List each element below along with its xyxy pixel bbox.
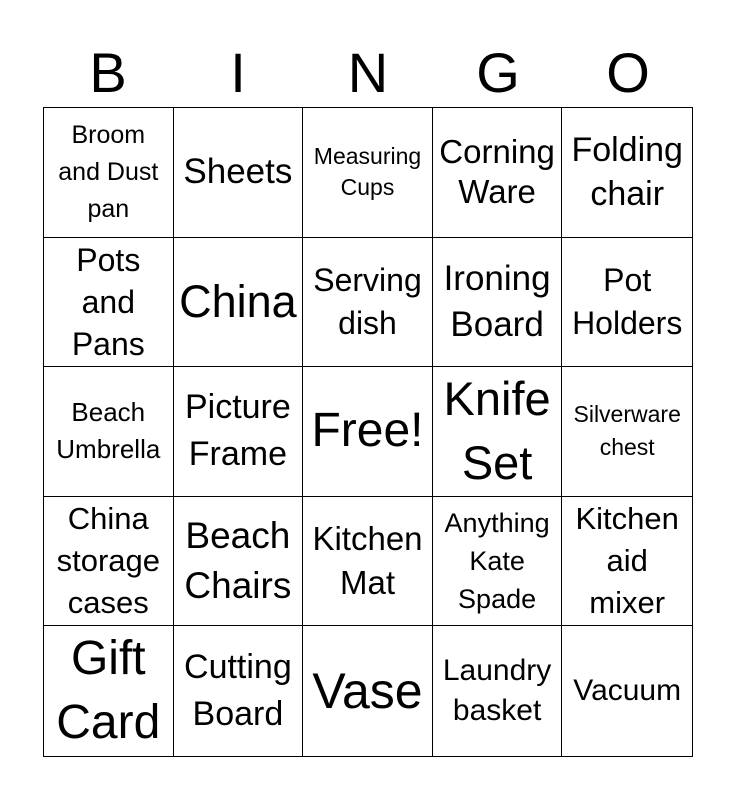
bingo-cell[interactable]: [44, 367, 174, 497]
bingo-cell[interactable]: [433, 367, 563, 497]
header-letter-i: I: [230, 41, 246, 104]
bingo-cell[interactable]: [562, 108, 692, 238]
cell-label: Kitchen aid mixer: [575, 501, 679, 621]
header-letter-o: O: [606, 41, 650, 104]
bingo-cell[interactable]: [174, 626, 304, 756]
cell-label: Measuring Cups: [313, 143, 422, 201]
bingo-cell[interactable]: [433, 497, 563, 627]
cell-label: Sheets: [183, 152, 293, 192]
cell-label: Vacuum: [573, 674, 682, 708]
bingo-cell[interactable]: [562, 626, 692, 756]
bingo-cell[interactable]: [174, 367, 304, 497]
bingo-cell[interactable]: [44, 108, 174, 238]
cell-label: Corning Ware: [439, 133, 555, 211]
bingo-cell[interactable]: [303, 108, 433, 238]
bingo-cell[interactable]: [303, 626, 433, 756]
cell-label: China storage cases: [56, 501, 160, 621]
cell-label: Folding chair: [571, 131, 683, 214]
cell-label: Pots and Pans: [71, 241, 145, 362]
header-letter-b: B: [89, 41, 127, 104]
bingo-cell[interactable]: [303, 238, 433, 368]
cell-label: Pot Holders: [572, 261, 683, 341]
cell-label: Serving dish: [313, 261, 422, 341]
bingo-cell[interactable]: [44, 238, 174, 368]
bingo-header: [43, 40, 693, 106]
cell-label: Kitchen Mat: [312, 520, 423, 602]
bingo-cell[interactable]: [303, 367, 433, 497]
bingo-cell[interactable]: [562, 238, 692, 368]
cell-label: Ironing Board: [443, 258, 551, 344]
bingo-cell[interactable]: [562, 367, 692, 497]
bingo-cell[interactable]: [303, 497, 433, 627]
cell-label: Anything Kate Spade: [444, 508, 550, 615]
bingo-cell[interactable]: [433, 108, 563, 238]
cell-label: Knife Set: [443, 372, 551, 490]
header-letter-n: N: [347, 41, 389, 104]
bingo-cell[interactable]: [174, 238, 304, 368]
cell-label: Broom and Dust pan: [58, 120, 159, 223]
bingo-cell[interactable]: [562, 497, 692, 627]
cell-label: Cutting Board: [184, 648, 292, 734]
cell-label: Gift Card: [56, 632, 161, 750]
cell-label: Beach Umbrella: [56, 397, 161, 465]
cell-label: Laundry basket: [442, 654, 552, 728]
cell-label: Silverware chest: [573, 401, 681, 461]
bingo-cell[interactable]: [433, 626, 563, 756]
bingo-board: [43, 107, 693, 757]
cell-label: China: [179, 275, 297, 327]
header-letter-g: G: [476, 41, 520, 104]
cell-label: Picture Frame: [184, 388, 291, 474]
bingo-cell[interactable]: [44, 497, 174, 627]
cell-label: Free!: [311, 404, 424, 458]
bingo-cell[interactable]: [44, 626, 174, 756]
cell-label: Beach Chairs: [184, 515, 292, 607]
cell-label: Vase: [312, 663, 423, 720]
bingo-cell[interactable]: [174, 108, 304, 238]
bingo-cell[interactable]: [433, 238, 563, 368]
bingo-cell[interactable]: [174, 497, 304, 627]
